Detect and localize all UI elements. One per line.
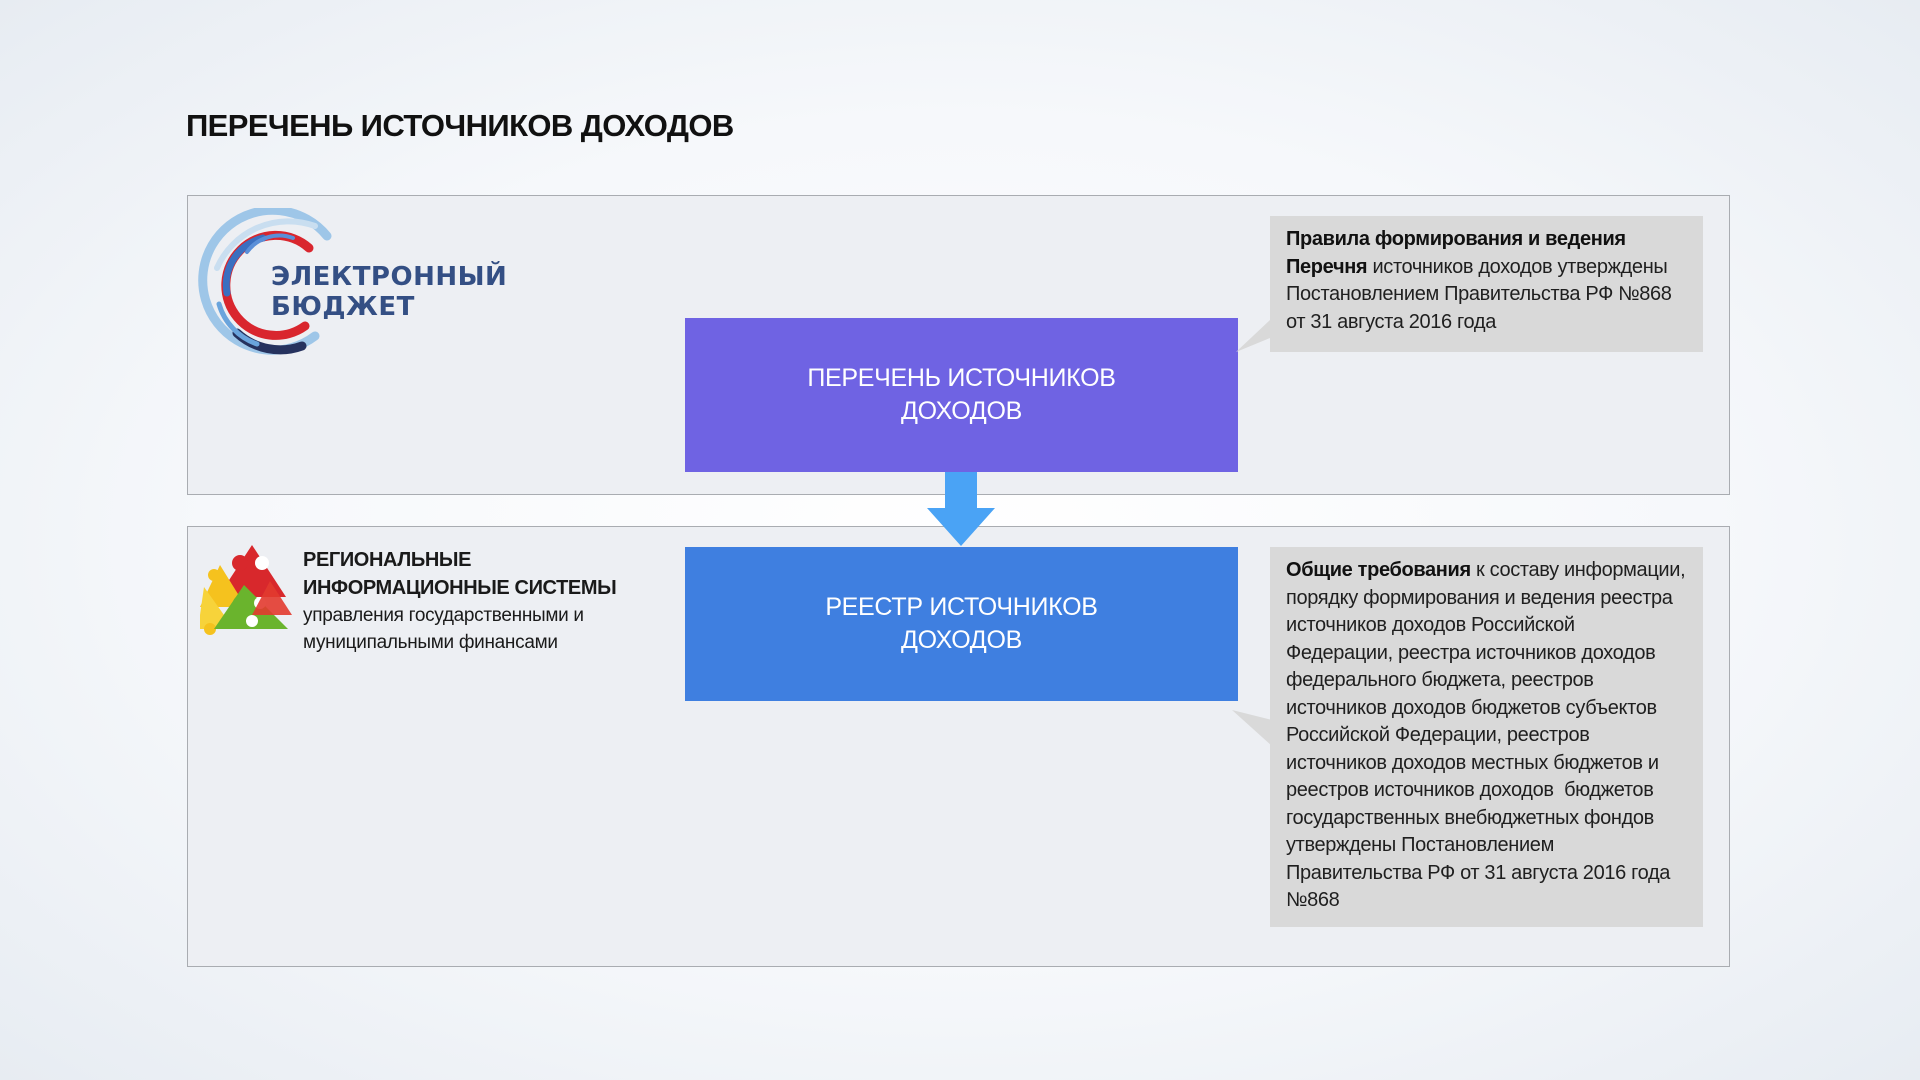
logo-line-1: ЭЛЕКТРОННЫЙ xyxy=(271,262,508,292)
callout-top-pointer xyxy=(1236,320,1272,352)
callout-top-bold-2: Перечня xyxy=(1286,255,1368,278)
down-arrow-icon xyxy=(927,472,995,546)
callout-bottom-line-7: Российской Федерации, реестров xyxy=(1286,724,1590,746)
ris-sub-line-2: муниципальными финансами xyxy=(303,632,558,653)
registry-requirements-callout xyxy=(1270,547,1703,927)
income-sources-registry-box xyxy=(685,547,1238,701)
callout-bottom-line-3: источников доходов Российской xyxy=(1286,614,1575,636)
list-box-line-1: ПЕРЕЧЕНЬ ИСТОЧНИКОВ xyxy=(807,364,1116,392)
puzzle-triangles-icon xyxy=(200,545,292,635)
ris-heading-line-2: ИНФОРМАЦИОННЫЕ СИСТЕМЫ xyxy=(303,577,617,599)
callout-bottom-line-2: порядку формирования и ведения реестра xyxy=(1286,586,1673,609)
callout-bottom-line-11: утверждены Постановлением xyxy=(1286,834,1554,856)
page-title: ПЕРЕЧЕНЬ ИСТОЧНИКОВ ДОХОДОВ xyxy=(186,108,734,143)
regional-systems-logo xyxy=(200,545,292,635)
callout-top-text-1: источников доходов утверждены xyxy=(1367,255,1668,278)
callout-bottom-line-5: федерального бюджета, реестров xyxy=(1286,669,1594,691)
callout-bottom-line-13: №868 xyxy=(1286,889,1340,911)
callout-bottom-pointer xyxy=(1232,710,1272,746)
list-rules-callout xyxy=(1270,216,1703,352)
registry-box-line-2: ДОХОДОВ xyxy=(901,626,1022,654)
electronic-budget-logo xyxy=(197,208,508,358)
callout-bottom-line-12: Правительства РФ от 31 августа 2016 года xyxy=(1286,861,1671,884)
callout-bottom-line-4: Федерации, реестра источников доходов xyxy=(1286,641,1656,664)
regional-systems-caption xyxy=(303,546,643,656)
callout-bottom-line-6: источников доходов бюджетов субъектов xyxy=(1286,696,1657,719)
callout-top-text-2: Постановлением Правительства РФ №868 xyxy=(1286,283,1672,305)
callout-bottom-line-10: государственных внебюджетных фондов xyxy=(1286,806,1654,829)
ris-sub-line-1: управления государственными и xyxy=(303,605,584,626)
callout-bottom-line-9: реестров источников доходов бюджетов xyxy=(1286,779,1654,801)
ris-heading-line-1: РЕГИОНАЛЬНЫЕ xyxy=(303,549,472,571)
callout-bottom-line-8: источников доходов местных бюджетов и xyxy=(1286,751,1659,774)
callout-top-bold-1: Правила формирования и ведения xyxy=(1286,228,1626,250)
callout-top-text-3: от 31 августа 2016 года xyxy=(1286,310,1496,333)
callout-bottom-bold: Общие требования xyxy=(1286,559,1471,581)
registry-box-line-1: РЕЕСТР ИСТОЧНИКОВ xyxy=(825,593,1098,621)
income-sources-list-box xyxy=(685,318,1238,472)
list-box-line-2: ДОХОДОВ xyxy=(901,397,1022,425)
logo-line-2: БЮДЖЕТ xyxy=(271,292,415,322)
callout-bottom-line-1: к составу информации, xyxy=(1470,559,1686,581)
